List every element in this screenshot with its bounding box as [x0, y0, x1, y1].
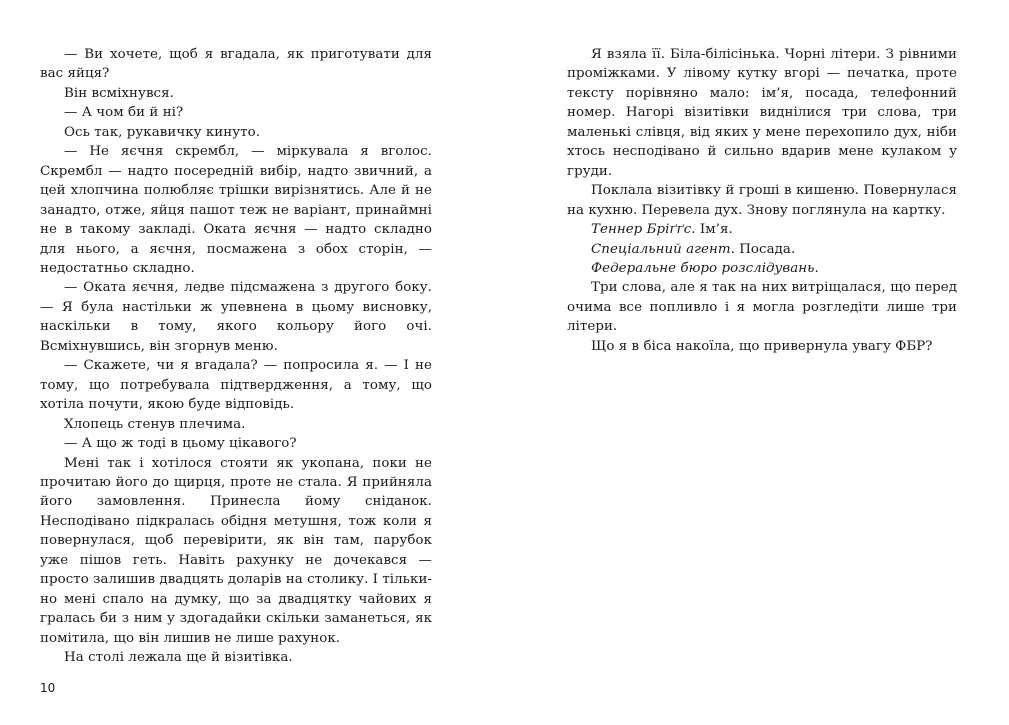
paragraph: — Не яєчня скрембл, — міркувала я вголос. Скрембл — надто посередній вибір, надто звичний, а цей хлопчина полюбляє трішки вирізнятись. Але й не занадто, отже, яйця пашот теж не варіант, принаймні не в такому закладі. Оката яєчня — надто складно для нього, а яєчня, посмажена з обох сторін, — недостатньо складно.	[40, 144, 432, 276]
page-number: 10	[40, 681, 56, 695]
card-line-title	[567, 240, 957, 259]
paragraph: Ось так, рукавичку кинуто.	[64, 124, 261, 140]
paragraph: Мені так і хотілося стояти як укопана, поки не прочитаю його до щирця, проте не стала. Я прийняла його замовлення. Принесла йому сніданок. Несподівано підкралась обідня метушня, тож коли я повернулася, щоб перевірити, як він там, парубок уже пішов геть. Навіть рахунку не дочекався — просто залишив двадцять доларів на столику. І тільки-но мені спало на думку, що за двадцятку чайових я гралась би з ним у здогадайки скільки заманеться, як помітила, що він лишив не лише рахунок.	[40, 455, 432, 646]
paragraph: Він всміхнувся.	[64, 85, 174, 101]
card-title-plain: . Посада.	[730, 241, 796, 257]
left-page-text	[40, 45, 432, 668]
paragraph: — Скажете, чи я вгадала? — попросила я. — І не тому, що потребувала підтвердження, а тому, що хотіла почути, якою буде відповідь.	[40, 358, 432, 413]
paragraph: — А чом би й ні?	[64, 105, 184, 121]
paragraph: — А що ж тоді в цьому цікавого?	[64, 436, 297, 452]
paragraph: Що я в біса накоїла, що привернула увагу ФБР?	[591, 338, 933, 354]
paragraph: Поклала візитівку й гроші в кишеню. Повернулася на кухню. Перевела дух. Знову поглянула на картку.	[567, 183, 957, 218]
paragraph: — Ви хочете, щоб я вгадала, як приготувати для вас яйця?	[40, 47, 432, 82]
paragraph: Я взяла її. Біла-білісінька. Чорні літери. З рівними проміжками. У лівому кутку вгорі — печатка, проте тексту порівняно мало: ім’я, посада, телефонний номер. Нагорі візитівки виднілися три слова, три маленькі слівця, від яких у мене перехопило дух, ніби хтось несподівано й сильно вдарив мене кулаком у груди.	[567, 47, 957, 179]
card-agency-plain: .	[814, 260, 819, 276]
card-name-plain: . Ім’я.	[691, 222, 733, 238]
paragraph: На столі лежала ще й візитівка.	[64, 650, 293, 666]
card-line-name	[567, 220, 957, 239]
paragraph: — Оката яєчня, ледве підсмажена з другого боку. — Я була настільки ж упевнена в цьому висновку, наскільки в тому, якого кольору його очі. Всміхнувшись, він згорнув меню.	[40, 280, 432, 354]
paragraph: Три слова, але я так на них витріщалася, що перед очима все попливло і я могла розгледіти лише три літери.	[567, 280, 957, 335]
paragraph: Хлопець стенув плечима.	[64, 416, 246, 432]
card-title-italic: Спеціальний агент	[591, 241, 731, 257]
card-line-agency	[567, 259, 957, 278]
card-agency-italic: Федеральне бюро розслідувань	[591, 260, 815, 276]
right-page-text	[567, 45, 957, 356]
card-name-italic: Теннер Бріґґс	[591, 222, 692, 238]
